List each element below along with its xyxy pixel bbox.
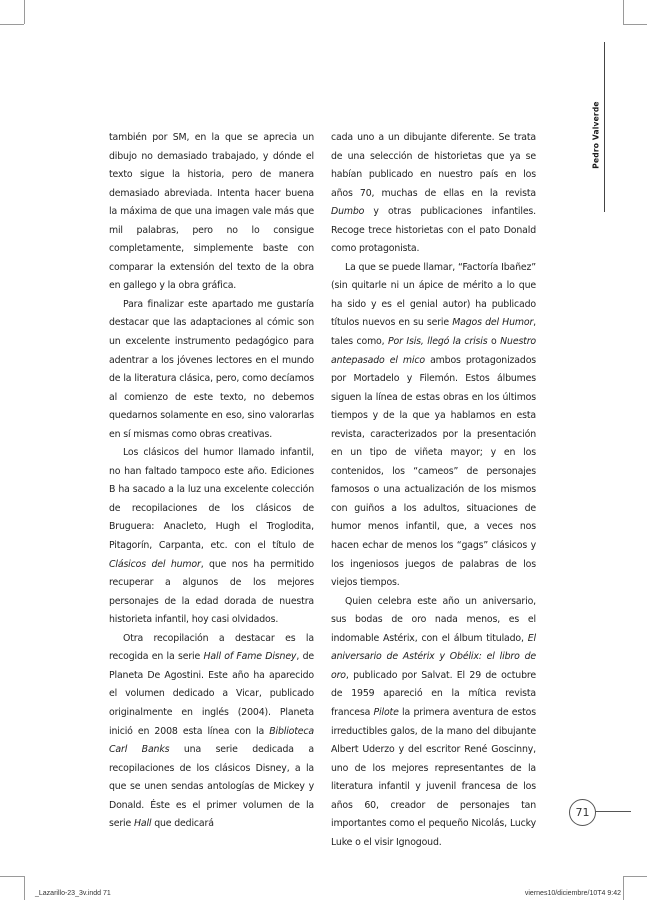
footer-file-slug: _Lazarillo-23_3v.indd 71 [35, 890, 111, 897]
text-run: cada uno a un dibujante diferente. Se trata de una selección de historietas que ya se habían publicado en nuestro país en los años 70, muchas de ellas en la revista [331, 132, 536, 199]
text-run: La que se puede llamar, “Factoría Ibañez” (sin quitarle ni un ápice de mérito a lo que ha sido y es el genial autor) ha publicado títulos nuevos en su serie [331, 261, 536, 329]
crop-mark [24, 876, 25, 900]
footer-date-slug: viernes10/diciembre/10T4 9:42 [524, 890, 621, 897]
page-number-rule [595, 811, 631, 812]
italic-title: Magos del Humor [452, 317, 534, 329]
paragraph [109, 129, 314, 296]
page-number: 71 [569, 799, 596, 826]
text-run: que dedicará [151, 818, 214, 830]
text-run: , que nos ha permitido recuperar a algunos de los mejores personajes de la edad dorada de nuestra historieta infantil, hoy casi olvidados. [109, 558, 314, 626]
paragraph [331, 129, 536, 259]
text-run: , de Planeta De Agostini. Este año ha aparecido el volumen dedicado a Vicar, publicado originalmente en inglés (2004). Planeta inició en 2008 esta línea con la [109, 651, 314, 737]
text-run: y otras publicaciones infantiles. Recoge trece historietas con el pato Donald como protagonista. [331, 206, 536, 255]
italic-title: Biblioteca Carl Banks [109, 725, 314, 756]
paragraph [109, 444, 314, 629]
paragraph [331, 259, 536, 593]
text-run: Otra recopilación a destacar es la recogida en la serie [109, 632, 314, 663]
author-name: Pedro Valverde [591, 101, 601, 169]
crop-mark [24, 0, 25, 24]
italic-title: Pilote [373, 706, 399, 718]
text-run: también por SM, en la que se aprecia un dibujo no demasiado trabajado, y dónde el texto sigue la historia, pero de manera demasiado abreviada. Intenta hacer buena la máxima de que una imagen vale más que mil palabras, pero no lo consigue completamente, simplemente baste con comparar la extensión del texto de la obra en gallego y la obra gráfica. [109, 132, 314, 292]
crop-mark [623, 24, 647, 25]
side-rule [604, 42, 605, 212]
crop-mark [0, 876, 24, 877]
right-column [331, 129, 536, 852]
paragraph [109, 296, 314, 444]
text-run: Para finalizar este apartado me gustaría destacar que las adaptaciones al cómic son un excelente instrumento pedagógico para adentrar a los jóvenes lectores en el mundo de la literatura clásica, pero, como decíamos al comienzo de este texto, no debemos quedarnos solamente en eso, sino valorarlas en sí mismas como obras creativas. [109, 298, 314, 440]
italic-title: Hall of Fame Disney [203, 651, 297, 663]
crop-mark [623, 0, 624, 24]
crop-mark [623, 876, 647, 877]
italic-title: Clásicos del humor [109, 558, 201, 570]
paragraph [109, 630, 314, 834]
text-run: , tales como, [331, 317, 536, 348]
left-column [109, 129, 314, 834]
text-run: una serie dedicada a recopilaciones de los clásicos Disney, a la que se unen sendas antologías de Mickey y Donald. Éste es el primer volumen de la serie [109, 744, 314, 830]
text-run: Los clásicos del humor llamado infantil, no han faltado tampoco este año. Ediciones B ha sacado a la luz una excelente colección de recopilaciones de los clásicos de Bruguera: Anacleto, Hugh el Troglodita, Pitagorín, Carpanta, etc. con el título de [109, 447, 314, 552]
crop-mark [623, 876, 624, 900]
italic-title: Dumbo [331, 206, 365, 218]
text-run: , publicado por Salvat. El 29 de octubre de 1959 apareció en la mítica revista francesa [331, 669, 536, 718]
italic-title: Nuestro antepasado el mico [331, 336, 536, 366]
text-run: ambos protagonizados por Mortadelo y Filemón. Estos álbumes siguen la línea de estas obras en los últimos tiempos y de la que ya hablamos en esta revista, caracterizados por la presentación en un tipo de viñeta mayor; y en los contenidos, los “cameos” de personajes famosos o una actualización de los mismos con guiños a los adultos, situaciones de humor menos infantil, que, a veces nos hacen echar de menos los “gags” clásicos y los ingeniosos juegos de palabras de los viejos tiempos. [331, 354, 537, 589]
text-run: o [487, 336, 501, 348]
italic-title: Por Isis, llegó la crisis [388, 336, 488, 348]
italic-title: Hall [133, 818, 152, 830]
text-run: Quien celebra este año un aniversario, sus bodas de oro nada menos, es el indomable Astérix, con el álbum titulado, [331, 595, 536, 644]
italic-title: El aniversario de Astérix y Obélix: el libro de oro [331, 632, 536, 681]
text-run: la primera aventura de estos irreductibles galos, de la mano del dibujante Albert Uderzo y del escritor René Goscinny, uno de los mejores representantes de la literatura infantil y juvenil francesa de los años 60, creador de personajes tan importantes como el pequeño Nicolás, Lucky Luke o el visir Ignogoud. [331, 706, 536, 848]
paragraph [331, 593, 536, 853]
author-running-head [590, 100, 602, 170]
crop-mark [0, 24, 24, 25]
